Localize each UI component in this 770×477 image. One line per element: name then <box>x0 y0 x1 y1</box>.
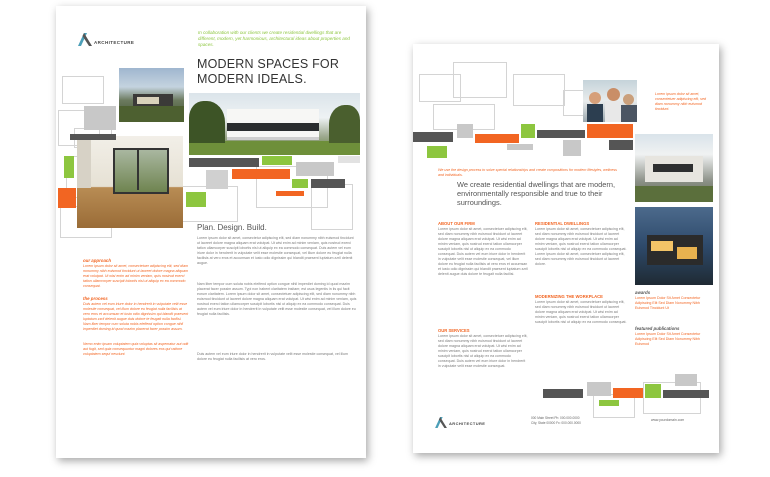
orange-block <box>475 134 519 143</box>
approach-text: Lorem ipsum dolor sit amet, consectetuer adipiscing elit, sed diam nonummy nibh euismod tincidunt ut laoreet dolore magna aliquam erat volutpat. Ut wisi enim ad minim veniam, quis nostrud exerci tation ullamcorper suscipit lobortis nisl ut aliquip ex ea commodo consequat. <box>83 264 189 288</box>
green-block <box>427 146 447 158</box>
about-text: Lorem ipsum dolor sit amet, consectetuer adipiscing elit, sed diam nonummy nibh euismod tincidunt ut laoreet dolore magna aliquam erat volutpat. Ut wisi enim ad minim veniam, quis nostrud exerci tation ullamcorper suscipit lobortis nisl ut aliquip ex ea commodo consequat. Duis autem vel eum iriure dolor in hendrerit in vulputate velit esse molestie consequat, vel illum dolore eu feugiat nulla facilisis at vero eros et accumsan et iusto odio dignissim qui blandit praesent luptatum zzril delenit augue duis dolore te feugait nulla facilisi. <box>438 227 528 276</box>
gray-block <box>563 140 581 156</box>
footer-logo-text: ARCHITECTURE <box>449 421 486 426</box>
wireframe-square <box>311 184 353 230</box>
dark-block <box>189 158 259 167</box>
side-intro-text: Lorem ipsum dolor sit amet, consectetuer adipiscing elit, sed diam nonummy nibh euismod tincidunt. <box>655 92 706 111</box>
services-text: Lorem ipsum dolor sit amet, consectetuer adipiscing elit, sed diam nonummy nibh euismod tincidunt ut laoreet dolore magna aliquam erat volutpat. Ut wisi enim ad minim veniam, quis nostrud exerci tation ullamcorper suscipit lobortis nisl ut aliquip ex ea commodo consequat. Duis autem vel eum iriure dolor in hendrerit in vulputate velit esse molestie consequat. <box>438 334 528 368</box>
body-paragraph-1: Lorem ipsum dolor sit amet, consectetur adipiscing elit, sed diam nonummy nibh euismod tincidunt ut laoreet dolore magna aliquam erat volutpat. Ut wisi enim ad minim veniam, quis nostrud exerci tation ullamcorper suscipit lobortis nisl ut aliquip ex ea commodo consequat. Duis autem vel eum iriure dolor in hendrerit in vulputate velit esse molestie consequat, vel illum dolore eu feugiat nulla facilisis at vero eros et accumsan et iusto odio dignissim qui blandit praesent luptatum zzril delenit augue. <box>197 236 354 265</box>
headline: We create residential dwellings that are modern, environmentally responsible and true to their surroundings. <box>457 180 616 207</box>
gray-block <box>338 156 360 163</box>
green-block <box>186 192 206 207</box>
orange-block <box>232 169 290 179</box>
green-block <box>262 156 292 165</box>
dark-block <box>609 140 633 150</box>
intro-text: In collaboration with our clients we create residential dwellings that are different, modern, yet harmonious, architectural ideas about properties and spaces. <box>198 30 350 47</box>
photo-modern-house-day <box>635 134 713 202</box>
orange-block <box>587 124 633 138</box>
headline-line-2: MODERN IDEALS. <box>197 72 307 86</box>
footer-address: 000 Main Street Ph: 000.000.0000 <box>531 416 580 420</box>
awards-heading: awards <box>635 290 651 295</box>
process-text: Duis autem vel eum iriure dolor in hendrerit in vulputate velit esse molestie consequat, vel illum dolore eu feugiat nulla facilisis at vero eros et accumsan et iusto odio dignissim qui blandit praesent luptatum zzril delenit augue duis dolore te feugait nulla facilisi. Nam liber tempor cum soluta nobis eleifend option congue nihil imperdiet doming id quod mazim placerat facer possim assum. <box>83 302 189 331</box>
gray-block <box>84 106 116 130</box>
green-block <box>521 124 535 138</box>
orange-block <box>276 191 304 196</box>
footer-url[interactable]: www.yourdomain.com <box>651 418 685 422</box>
headline-line-1: MODERN SPACES FOR <box>197 57 340 71</box>
dark-block <box>543 389 583 398</box>
gray-block <box>675 374 697 386</box>
approach-heading: our approach <box>83 258 112 263</box>
flyer-page-back <box>413 44 719 453</box>
dark-block <box>311 179 345 188</box>
orange-block <box>613 388 643 398</box>
wireframe-square <box>453 62 507 98</box>
photo-office-team <box>583 80 637 122</box>
dark-block <box>663 390 709 398</box>
green-block <box>292 179 308 188</box>
publications-heading: featured publications <box>635 326 680 331</box>
gray-block <box>296 162 334 176</box>
logo-text: ARCHITECTURE <box>94 40 135 45</box>
gray-block <box>507 144 533 150</box>
dark-block <box>70 134 116 140</box>
photo-interior-room <box>77 136 183 228</box>
green-block <box>599 400 619 406</box>
dark-block <box>537 130 585 138</box>
body-paragraph-3: Duis autem vel eum iriure dolor in hendrerit in vulputate velit esse molestie consequat, vel illum dolore eu feugiat nulla facilisis at vero eros. <box>197 352 349 361</box>
photo-white-modern-house <box>189 93 360 155</box>
workplace-text: Lorem ipsum dolor sit amet, consectetuer adipiscing elit, sed diam nonummy nibh euismod tincidunt ut laoreet dolore magna aliquam erat volutpat. Ut wisi enim ad minim veniam, quis nostrud exerci tation ullamcorper suscipit lobortis nisl ut aliquip ex ea commodo consequat. <box>535 300 627 324</box>
photo-house-hillside <box>119 68 184 122</box>
publications-text: Lorem Ipsum Dolor Sit Amet Consectetur Adipiscing Elit Sed Diam Nonummy Nibh Euismod <box>635 332 701 346</box>
flyer-page-front <box>56 6 366 458</box>
wireframe-square <box>513 74 565 106</box>
tagline: Plan. Design. Build. <box>197 223 267 232</box>
residential-text: Lorem ipsum dolor sit amet, consectetuer adipiscing elit, sed diam nonummy nibh euismod tincidunt ut laoreet dolore magna aliquam erat volutpat. Ut wisi enim ad minim veniam, quis nostrud exerci tation ullamcorper suscipit lobortis nisl ut aliquip ex ea commodo consequat. Lorem ipsum dolor sit amet, consectetuer adipiscing elit, sed diam nonummy nibh euismod tincidunt ut laoreet dolore. <box>535 227 627 266</box>
workplace-heading: MODERNIZING THE WORKPLACE <box>535 294 603 299</box>
green-block <box>64 156 74 178</box>
gray-block <box>457 124 473 138</box>
body-paragraph-2: Nam liber tempor cum soluta nobis eleifend option congue nihil imperdiet doming id quod mazim placerat facer possim assum. Typi non habent claritatem insitam; est usus legentis in iis qui facit eorum claritatem. Lorem ipsum dolor sit amet, consectetuer adipiscing elit, sed diam nonummy nibh euismod tincidunt ut laoreet dolore magna aliquam erat volutpat. Ut wisi enim ad minim veniam, quis nostrud exerci tation ullamcorper suscipit lobortis nisl ut aliquip ex ea commodo consequat. Duis autem vel eum iriure dolor in hendrerit in vulputate velit esse molestie consequat, vel illum dolore eu feugiat nulla facilisis. <box>197 282 357 316</box>
about-heading: ABOUT OUR FIRM <box>438 221 475 226</box>
photo-modern-house-night <box>635 207 713 285</box>
services-heading: OUR SERVICES <box>438 328 470 333</box>
dark-block <box>413 132 453 142</box>
gray-block <box>587 382 611 396</box>
process-text-2: Nemo enim ipsam voluptatem quia voluptas sit aspernatur aut odit aut fugit, sed quia consequuntur magni dolores eos qui ratione voluptatem sequi nesciunt. <box>83 342 189 356</box>
footer-city: City, State 00000 Fx: 000.000.0000 <box>531 421 581 425</box>
logo-mark-icon <box>435 415 447 426</box>
process-heading: the process <box>83 296 108 301</box>
orange-block <box>58 188 76 208</box>
wireframe-square <box>62 76 104 104</box>
awards-text: Lorem Ipsum Dolor Sit Amet Consectetur Adipiscing Elit Sed Diam Nonummy Nibh Euismod Tincidunt Ut <box>635 296 701 310</box>
green-block <box>645 384 661 398</box>
logo-mark-icon <box>78 33 92 46</box>
gray-block <box>206 170 228 189</box>
intro-text: We use the design process to solve special relationships and create compositions for modern lifestyles, wellness and individuals. <box>438 168 617 177</box>
residential-heading: RESIDENTIAL DWELLINGS <box>535 221 590 226</box>
